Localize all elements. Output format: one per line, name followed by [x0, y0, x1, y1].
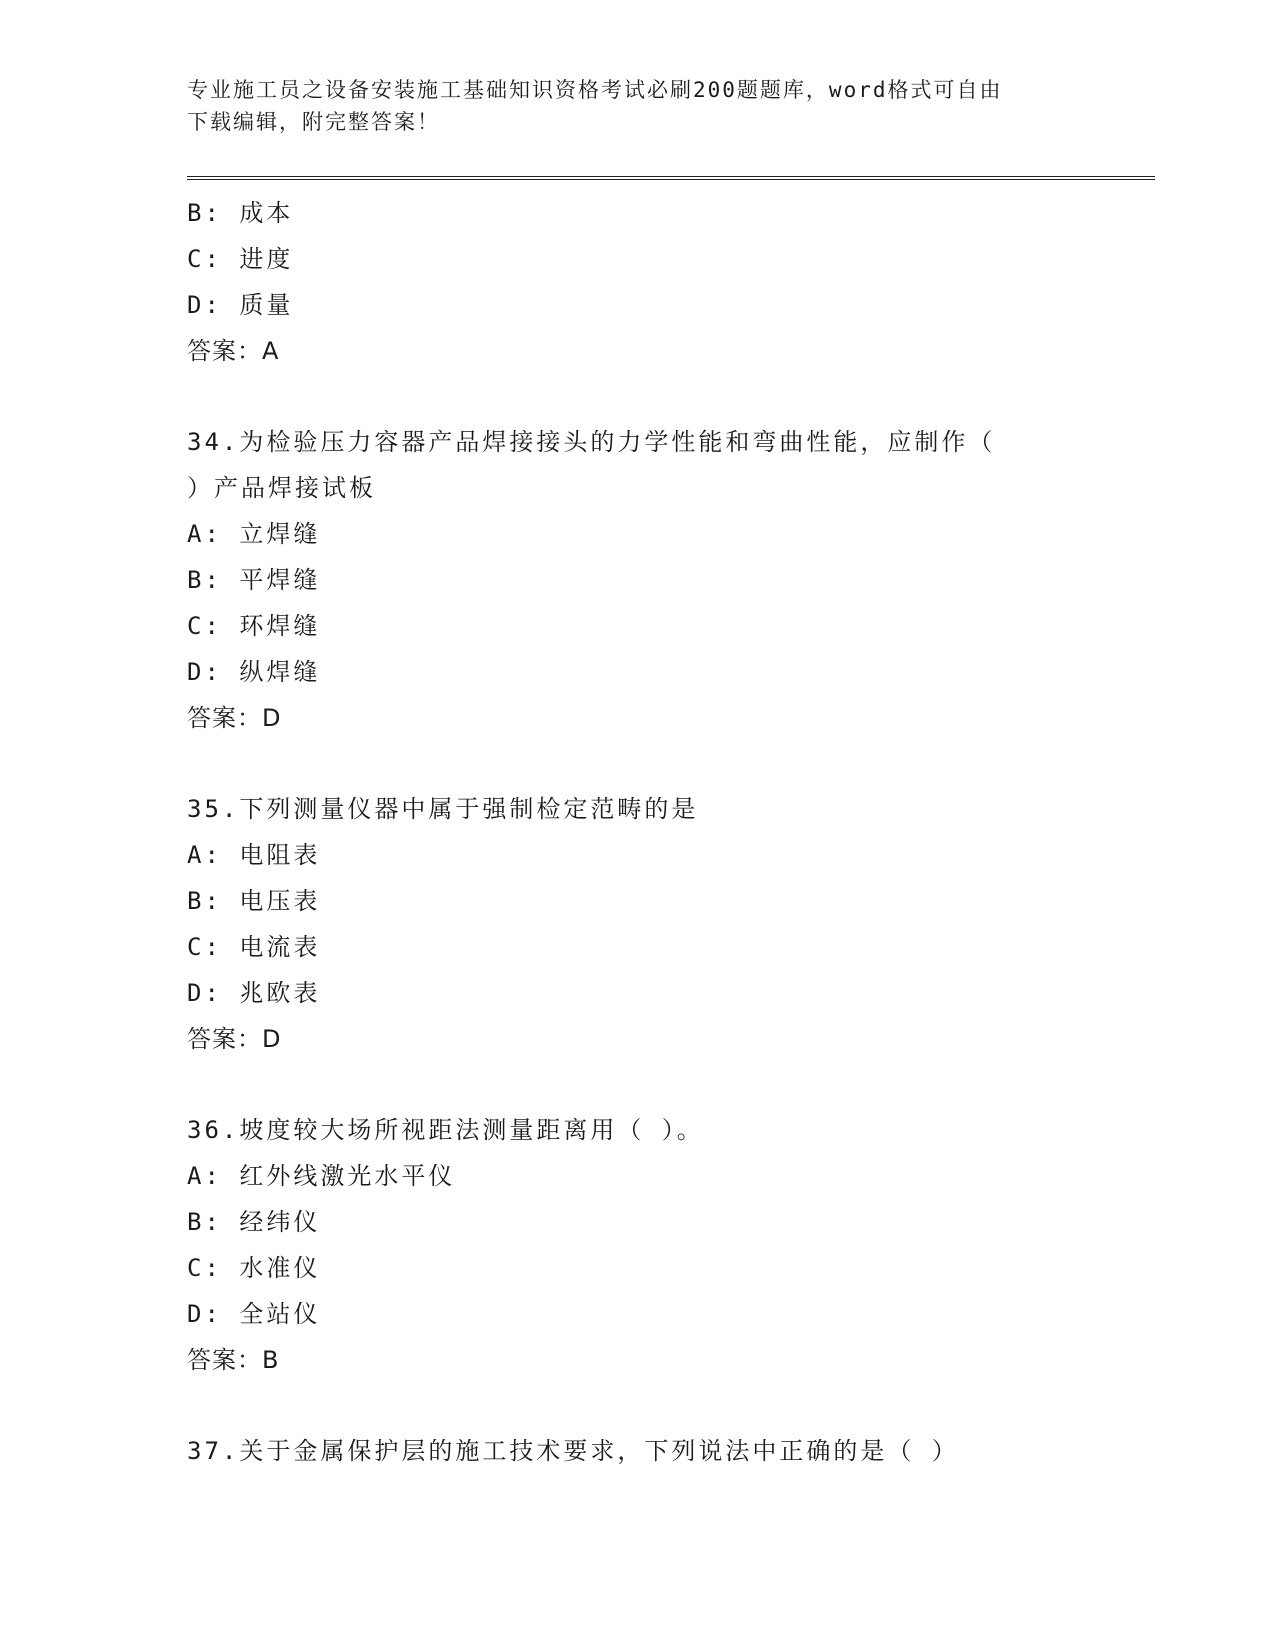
- option-c: C: 环焊缝: [187, 612, 321, 640]
- question-list: [187, 190, 1147, 1474]
- option-b: B: 电压表: [187, 887, 321, 915]
- answer-line: 答案：A: [187, 337, 280, 365]
- header-line: 专业施工员之设备安装施工基础知识资格考试必刷200题题库，word格式可自由: [187, 78, 1003, 102]
- spacer: [187, 1383, 1147, 1428]
- question-block-35: [187, 786, 1147, 1062]
- option-b: B: 成本: [187, 199, 294, 227]
- header-line: 下载编辑，附完整答案！: [187, 110, 440, 134]
- answer-line: 答案：B: [187, 1346, 280, 1374]
- question-stem: 35.下列测量仪器中属于强制检定范畴的是: [187, 795, 699, 823]
- question-stem: 36.坡度较大场所视距法测量距离用（ ）。: [187, 1116, 704, 1144]
- option-a: A: 立焊缝: [187, 520, 321, 548]
- option-d: D: 质量: [187, 291, 294, 319]
- question-block-34: [187, 419, 1147, 741]
- answer-line: 答案：D: [187, 1025, 282, 1053]
- option-d: D: 兆欧表: [187, 979, 321, 1007]
- question-block-33: [187, 190, 1147, 374]
- header-divider: [187, 176, 1155, 180]
- question-stem: 34.为检验压力容器产品焊接接头的力学性能和弯曲性能，应制作（: [187, 428, 996, 456]
- option-b: B: 平焊缝: [187, 566, 321, 594]
- option-c: C: 电流表: [187, 933, 321, 961]
- option-d: D: 全站仪: [187, 1300, 321, 1328]
- question-block-37: [187, 1428, 1147, 1474]
- spacer: [187, 1062, 1147, 1107]
- spacer: [187, 741, 1147, 786]
- question-block-36: [187, 1107, 1147, 1383]
- option-c: C: 水准仪: [187, 1254, 321, 1282]
- spacer: [187, 374, 1147, 419]
- option-d: D: 纵焊缝: [187, 658, 321, 686]
- option-c: C: 进度: [187, 245, 294, 273]
- option-a: A: 电阻表: [187, 841, 321, 869]
- answer-line: 答案：D: [187, 704, 282, 732]
- option-a: A: 红外线激光水平仪: [187, 1162, 456, 1190]
- question-stem: 37.关于金属保护层的施工技术要求，下列说法中正确的是（ ）: [187, 1437, 959, 1465]
- option-b: B: 经纬仪: [187, 1208, 321, 1236]
- document-header: [187, 74, 1087, 138]
- question-stem: ）产品焊接试板: [187, 474, 376, 502]
